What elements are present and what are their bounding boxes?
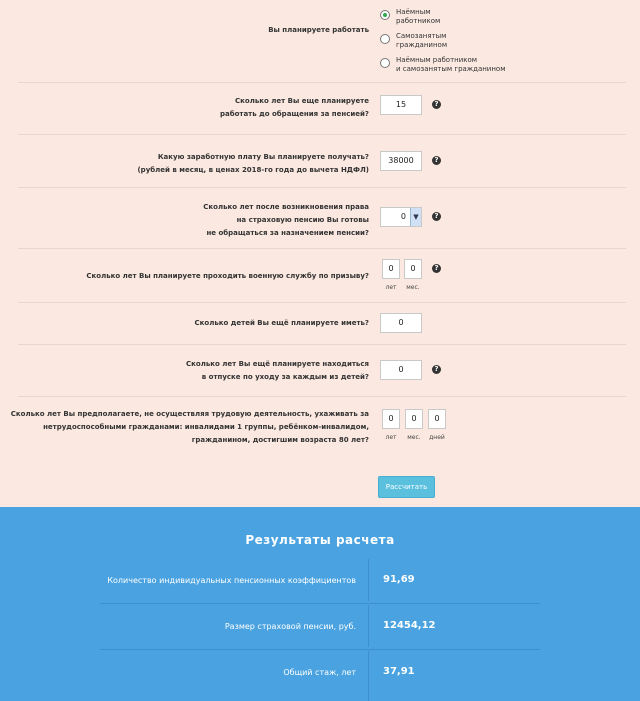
divider <box>18 344 626 345</box>
result-experience-label: Общий стаж, лет <box>283 668 356 677</box>
radio-employee-circle[interactable] <box>380 10 390 20</box>
radio-both-label: Наёмным работником и самозанятым гражданином <box>396 56 506 73</box>
years-unit-label: лет <box>385 434 397 441</box>
results-title: Результаты расчета <box>245 533 395 547</box>
chevron-down-icon[interactable]: ▼ <box>410 208 421 226</box>
children-input[interactable]: 0 <box>380 313 422 333</box>
divider <box>100 649 540 650</box>
divider <box>18 248 626 249</box>
care-label: Сколько лет Вы предполагаете, не осуществляя трудовую деятельность, ухаживать за нетрудоспособными гражданами: инвалидами 1 группы, ребёнком-инвалидом, гражданином, достигшим возраста 80 лет? <box>10 410 369 444</box>
radio-both[interactable] <box>380 56 506 74</box>
result-ipk-label: Количество индивидуальных пенсионных коэффициентов <box>107 576 356 585</box>
years-work-input[interactable]: 15 <box>380 95 422 115</box>
years-unit-label: лет <box>385 284 397 291</box>
salary-label: Какую заработную плату Вы планируете получать? (рублей в месяц, в ценах 2018-го года до вычета НДФЛ) <box>137 153 369 174</box>
defer-label: Сколько лет после возникновения права на страховую пенсию Вы готовы не обращаться за назначением пенсии? <box>203 203 369 237</box>
radio-employee-label: Наёмным работником <box>396 8 441 25</box>
divider <box>18 187 626 188</box>
calculate-button[interactable]: Рассчитать <box>378 476 435 498</box>
divider <box>368 559 369 601</box>
divider <box>18 82 626 83</box>
divider <box>18 134 626 135</box>
defer-select[interactable]: 0 ▼ <box>380 207 422 227</box>
salary-input[interactable]: 38000 <box>380 151 422 171</box>
radio-employee[interactable] <box>380 8 440 26</box>
children-label: Сколько детей Вы ещё планируете иметь? <box>194 319 369 327</box>
help-icon[interactable]: ? <box>432 365 441 374</box>
result-pension-value: 12454,12 <box>383 620 436 631</box>
result-pension-label: Размер страховой пенсии, руб. <box>224 622 356 631</box>
work-mode-label: Вы планируете работать <box>268 26 369 34</box>
help-icon[interactable]: ? <box>432 156 441 165</box>
results-panel <box>0 507 640 701</box>
care-months-input[interactable]: 0 <box>405 409 423 429</box>
military-years-input[interactable]: 0 <box>382 259 400 279</box>
result-experience-value: 37,91 <box>383 666 415 677</box>
help-icon[interactable]: ? <box>432 100 441 109</box>
radio-both-circle[interactable] <box>380 58 390 68</box>
days-unit-label: дней <box>429 434 445 441</box>
months-unit-label: мес. <box>407 434 421 441</box>
military-label: Сколько лет Вы планируете проходить военную службу по призыву? <box>86 272 369 280</box>
divider <box>100 603 540 604</box>
divider <box>18 302 626 303</box>
help-icon[interactable]: ? <box>432 264 441 273</box>
help-icon[interactable]: ? <box>432 212 441 221</box>
care-days-input[interactable]: 0 <box>428 409 446 429</box>
radio-self-employed-label: Самозанятым гражданином <box>396 32 448 49</box>
radio-self-employed[interactable] <box>380 32 447 50</box>
military-months-input[interactable]: 0 <box>404 259 422 279</box>
radio-self-employed-circle[interactable] <box>380 34 390 44</box>
leave-input[interactable]: 0 <box>380 360 422 380</box>
months-unit-label: мес. <box>406 284 420 291</box>
divider <box>368 651 369 701</box>
leave-label: Сколько лет Вы ещё планируете находиться в отпуске по уходу за каждым из детей? <box>186 360 369 381</box>
care-years-input[interactable]: 0 <box>382 409 400 429</box>
divider <box>368 605 369 647</box>
result-ipk-value: 91,69 <box>383 574 415 585</box>
divider <box>18 396 626 397</box>
years-work-label: Сколько лет Вы еще планируете работать до обращения за пенсией? <box>219 97 369 118</box>
